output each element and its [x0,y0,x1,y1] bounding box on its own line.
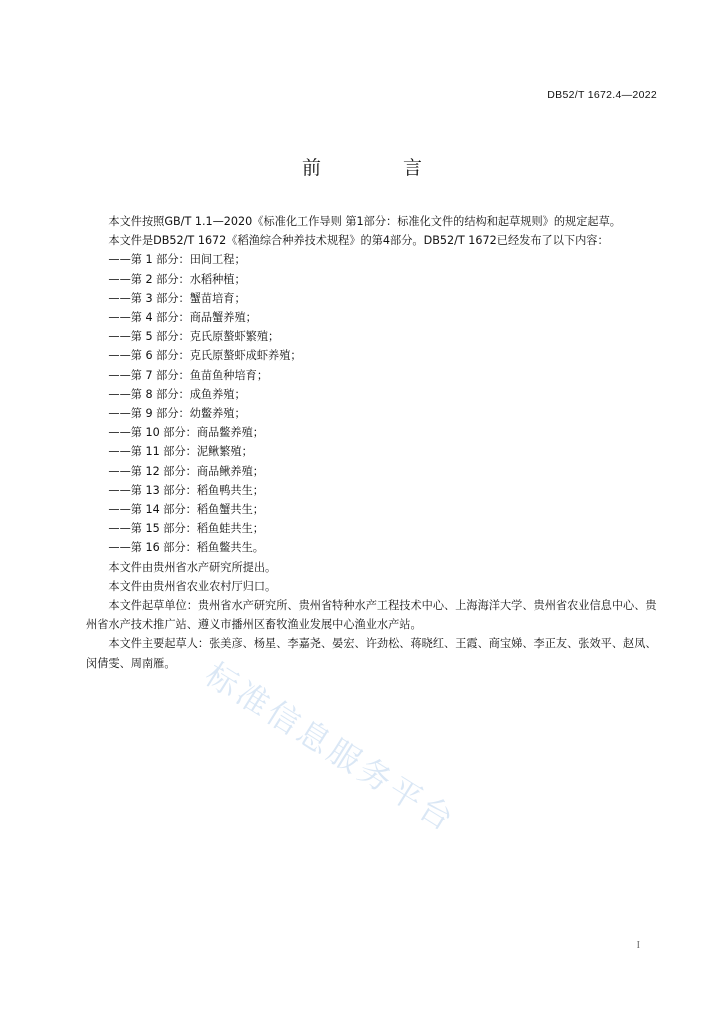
list-item: ——第 5 部分：克氏原螯虾繁殖； [108,330,280,344]
document-body [86,212,658,673]
list-item: ——第 12 部分：商品鳅养殖； [108,464,264,478]
list-item: ——第 11 部分：泥鳅繁殖； [108,445,253,459]
list-item: ——第 13 部分：稻鱼鸭共生； [108,483,264,497]
paragraph: 本文件主要起草人：张美彦、杨星、李嘉尧、晏宏、许劲松、蒋晓红、王霞、商宝娣、李正友、张效平、赵凤、闵倩雯、周南雁。 [86,637,657,670]
document-code: DB52/T 1672.4—2022 [547,89,657,101]
list-item: ——第 4 部分：商品蟹养殖； [108,311,257,325]
list-item: ——第 2 部分：水稻种植； [108,272,246,286]
paragraph: 本文件起草单位：贵州省水产研究所、贵州省特种水产工程技术中心、上海海洋大学、贵州省农业信息中心、贵州省水产技术推广站、遵义市播州区畜牧渔业发展中心渔业水产站。 [86,599,657,632]
list-item: ——第 7 部分：鱼苗鱼种培育； [108,368,269,382]
list-item: ——第 9 部分：幼鳖养殖； [108,407,246,421]
page-number: I [636,940,640,951]
paragraph: 本文件由贵州省水产研究所提出。 [108,560,277,574]
list-item: ——第 8 部分：成鱼养殖； [108,387,246,401]
page-title: 前 言 [301,157,461,179]
paragraph: 本文件按照GB/T 1.1—2020《标准化工作导则 第1部分：标准化文件的结构和起草规则》的规定起草。 [108,215,621,228]
list-item: ——第 3 部分：蟹苗培育； [108,291,246,305]
watermark: 标准信息服务平台 [198,655,464,840]
parts-list [86,250,658,557]
paragraph: 本文件由贵州省农业农村厅归口。 [108,579,277,593]
list-item: ——第 6 部分：克氏原螯虾成虾养殖； [108,349,302,363]
list-item: ——第 14 部分：稻鱼蟹共生； [108,503,264,517]
paragraph: 本文件是DB52/T 1672《稻渔综合种养技术规程》的第4部分。DB52/T 1672已经发布了以下内容： [108,234,609,248]
list-item: ——第 10 部分：商品鳖养殖； [108,426,264,440]
list-item: ——第 1 部分：田间工程； [108,253,246,267]
list-item: ——第 16 部分：稻鱼鳖共生。 [108,541,264,555]
list-item: ——第 15 部分：稻鱼蛙共生； [108,522,264,536]
